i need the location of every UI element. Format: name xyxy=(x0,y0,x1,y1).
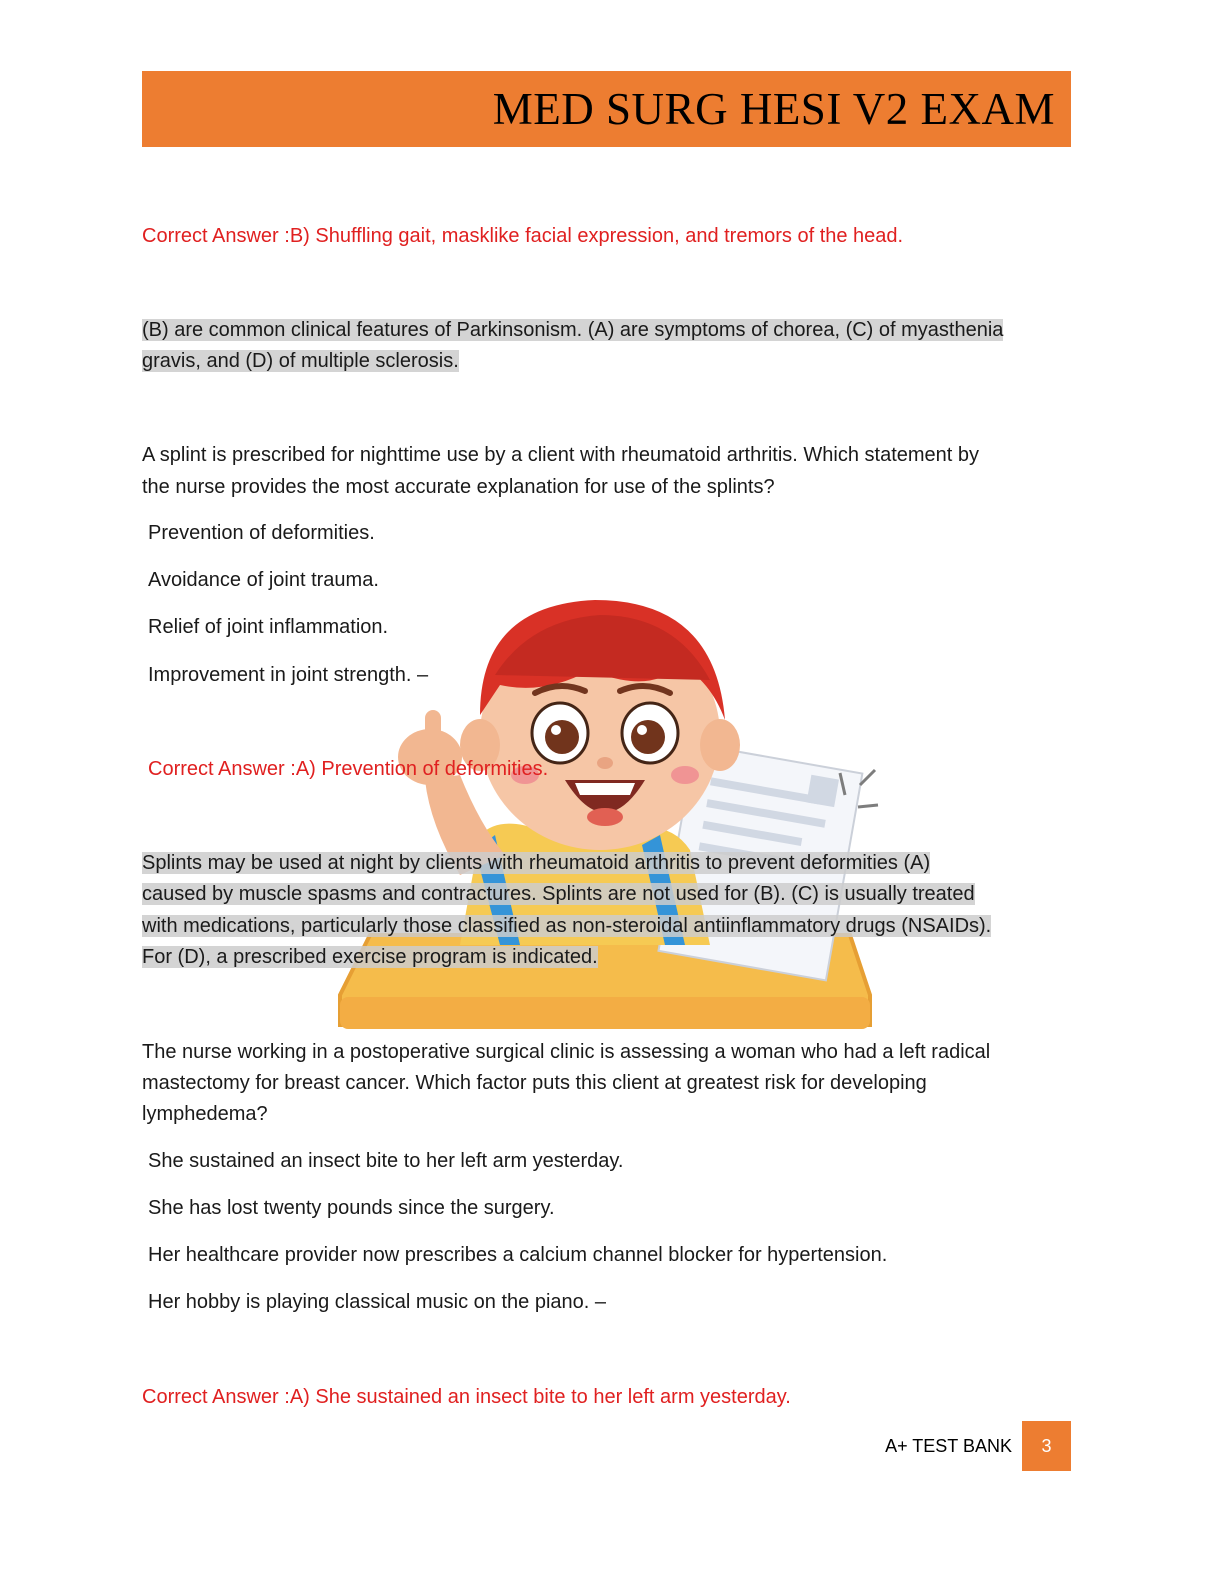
answer-option: Improvement in joint strength. – xyxy=(148,664,429,686)
answer-option: She sustained an insect bite to her left arm yesterday. xyxy=(148,1150,624,1172)
answer-option: Prevention of deformities. xyxy=(148,522,375,544)
answer-option: She has lost twenty pounds since the surgery. xyxy=(148,1197,555,1219)
answer-text: Correct Answer :A) She sustained an insect bite to her left arm yesterday. xyxy=(142,1386,791,1408)
header-bar xyxy=(142,71,1071,147)
rationale-line: gravis, and (D) of multiple sclerosis. xyxy=(142,350,459,372)
rationale-text xyxy=(142,942,598,973)
rationale-text xyxy=(142,315,1003,346)
answer-option: Her hobby is playing classical music on the piano. – xyxy=(148,1291,607,1313)
page-number: 3 xyxy=(1022,1421,1071,1471)
footer-label: A+ TEST BANK xyxy=(885,1436,1012,1456)
rationale-text xyxy=(142,346,459,377)
rationale-line: caused by muscle spasms and contractures. Splints are not used for (B). (C) is usually treated xyxy=(142,883,975,905)
question-stem: mastectomy for breast cancer. Which factor puts this client at greatest risk for developing xyxy=(142,1072,927,1094)
rationale-line: Splints may be used at night by clients with rheumatoid arthritis to prevent deformities (A) xyxy=(142,852,931,874)
question-stem: the nurse provides the most accurate explanation for use of the splints? xyxy=(142,476,775,498)
page-title: MED SURG HESI V2 EXAM xyxy=(492,84,1055,134)
question-stem: lymphedema? xyxy=(142,1103,268,1125)
rationale-line: For (D), a prescribed exercise program is indicated. xyxy=(142,946,598,968)
rationale-line: (B) are common clinical features of Parkinsonism. (A) are symptoms of chorea, (C) of myasthenia xyxy=(142,319,1004,341)
question-stem: A splint is prescribed for nighttime use by a client with rheumatoid arthritis. Which statement by xyxy=(142,444,980,466)
answer-text: Correct Answer :B) Shuffling gait, masklike facial expression, and tremors of the head. xyxy=(142,225,904,247)
rationale-text xyxy=(142,911,991,942)
answer-text: Correct Answer :A) Prevention of deformities. xyxy=(148,758,549,780)
question-stem: The nurse working in a postoperative surgical clinic is assessing a woman who had a left radical xyxy=(142,1041,991,1063)
rationale-text xyxy=(142,879,975,910)
answer-option: Relief of joint inflammation. xyxy=(148,616,389,638)
answer-option: Her healthcare provider now prescribes a calcium channel blocker for hypertension. xyxy=(148,1244,888,1266)
answer-option: Avoidance of joint trauma. xyxy=(148,569,379,591)
rationale-text xyxy=(142,848,930,879)
rationale-line: with medications, particularly those classified as non-steroidal antiinflammatory drugs (NSAIDs). xyxy=(142,915,992,937)
